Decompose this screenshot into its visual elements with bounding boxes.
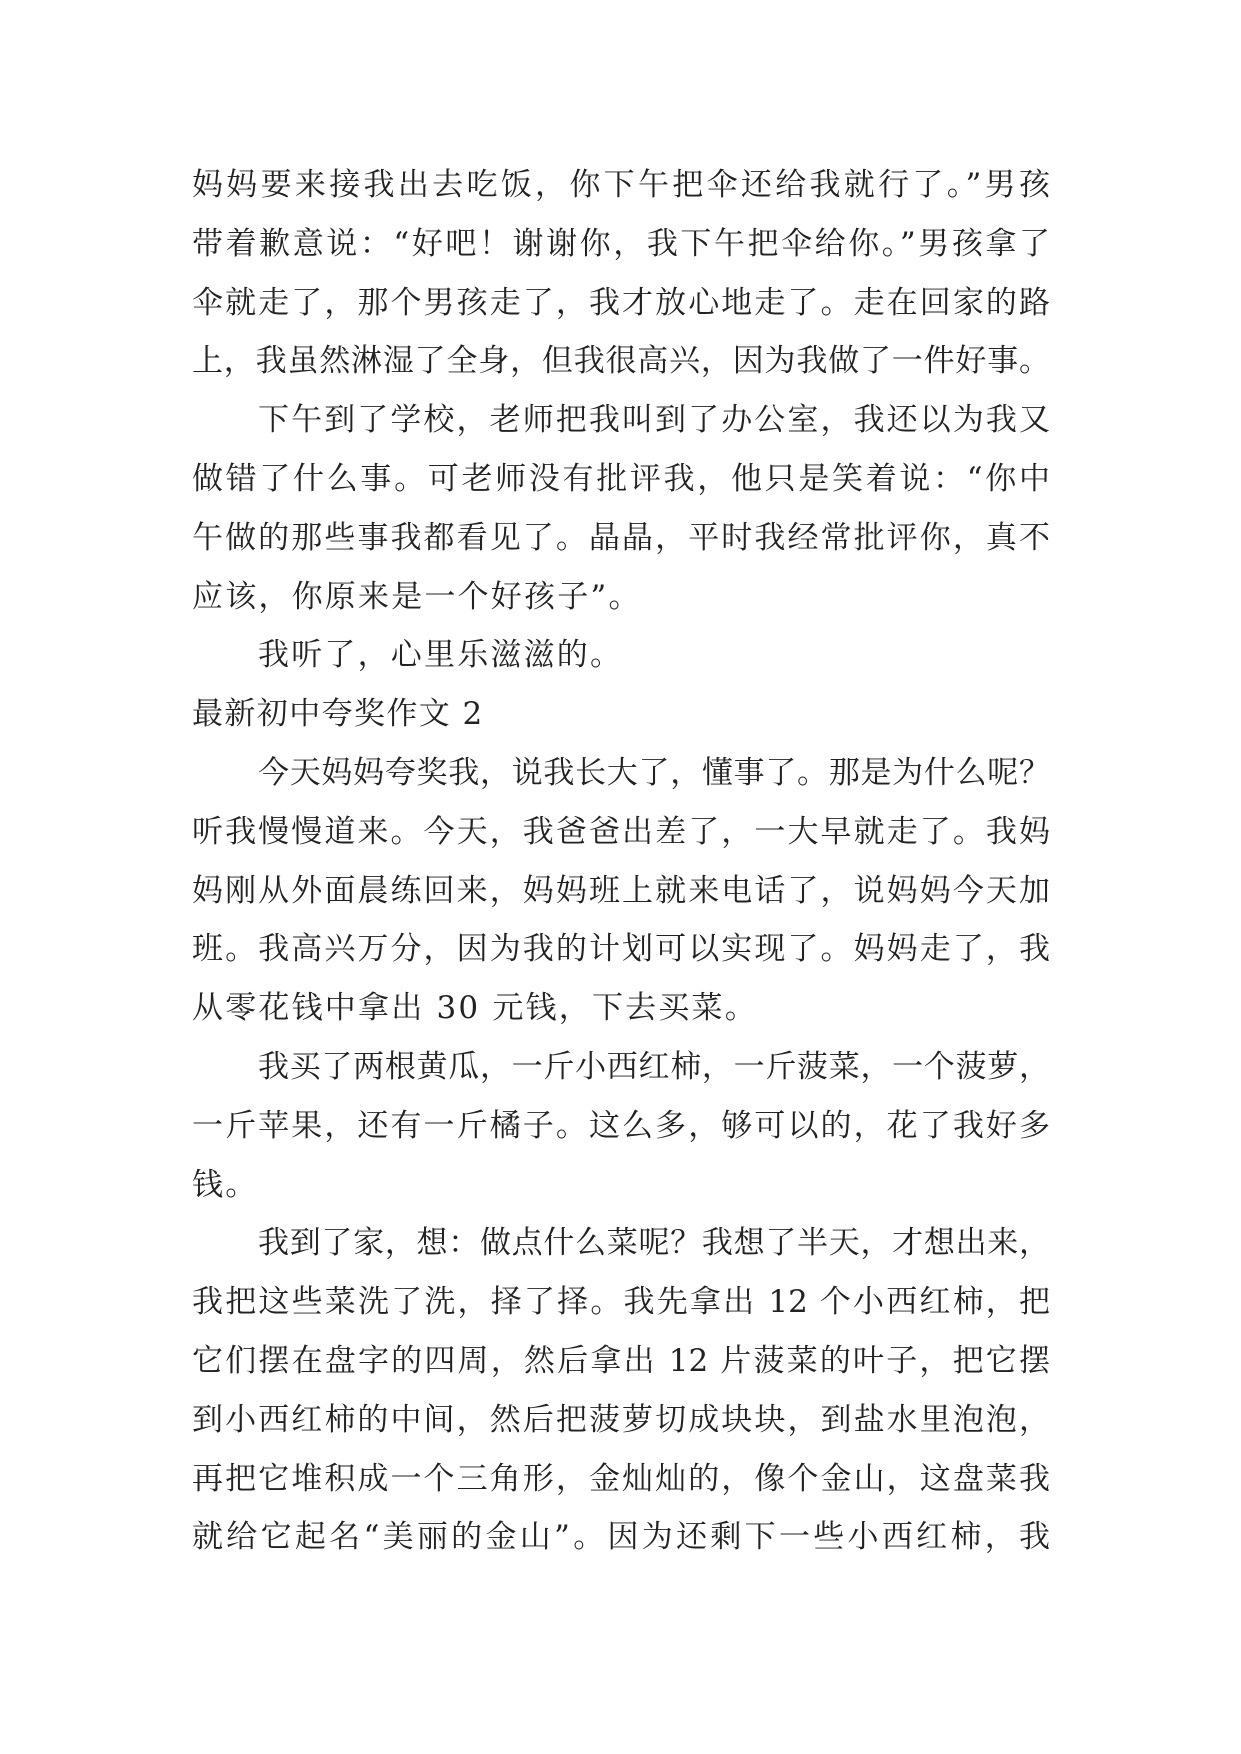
text-line: 听我慢慢道来。今天，我爸爸出差了，一大早就走了。我妈 — [192, 813, 1050, 850]
text-line: 妈刚从外面晨练回来，妈妈班上就来电话了，说妈妈今天加 — [192, 872, 1050, 909]
text-line: 从零花钱中拿出 30 元钱，下去买菜。 — [192, 990, 758, 1027]
text-line: 钱。 — [192, 1166, 259, 1203]
text-line: 带着歉意说：“好吧！谢谢你，我下午把伞给你。”男孩拿了 — [192, 225, 1050, 262]
text-line: 到小西红柿的中间，然后把菠萝切成块块，到盐水里泡泡， — [192, 1401, 1050, 1438]
paragraph-first-line: 我买了两根黄瓜，一斤小西红柿，一斤菠菜，一个菠萝， — [258, 1048, 1050, 1085]
paragraph-first-line: 我到了家，想：做点什么菜呢？我想了半天，才想出来， — [258, 1225, 1050, 1262]
paragraph-first-line: 我听了，心里乐滋滋的。 — [258, 637, 624, 674]
text-line: 应该，你原来是一个好孩子”。 — [192, 578, 642, 615]
paragraph-first-line: 下午到了学校，老师把我叫到了办公室，我还以为我又 — [258, 402, 1050, 439]
text-line: 伞就走了，那个男孩走了，我才放心地走了。走在回家的路 — [192, 284, 1050, 321]
text-line: 上，我虽然淋湿了全身，但我很高兴，因为我做了一件好事。 — [192, 343, 1050, 380]
text-line: 就给它起名“美丽的金山”。因为还剩下一些小西红柿，我 — [192, 1519, 1050, 1556]
text-line: 一斤苹果，还有一斤橘子。这么多，够可以的，花了我好多 — [192, 1107, 1050, 1144]
section-heading: 最新初中夸奖作文 2 — [192, 696, 484, 733]
text-line: 我把这些菜洗了洗，择了择。我先拿出 12 个小西红柿，把 — [192, 1284, 1050, 1321]
essay-body — [192, 156, 1050, 1567]
text-line: 做错了什么事。可老师没有批评我，他只是笑着说：“你中 — [192, 460, 1050, 497]
text-line: 午做的那些事我都看见了。晶晶，平时我经常批评你，真不 — [192, 519, 1050, 556]
text-line: 再把它堆积成一个三角形，金灿灿的，像个金山，这盘菜我 — [192, 1460, 1050, 1497]
paragraph-first-line: 今天妈妈夸奖我，说我长大了，懂事了。那是为什么呢？ — [258, 754, 1050, 791]
text-line: 班。我高兴万分，因为我的计划可以实现了。妈妈走了，我 — [192, 931, 1050, 968]
text-line: 它们摆在盘字的四周，然后拿出 12 片菠菜的叶子，把它摆 — [192, 1342, 1050, 1379]
text-line: 妈妈要来接我出去吃饭，你下午把伞还给我就行了。”男孩 — [192, 167, 1050, 203]
